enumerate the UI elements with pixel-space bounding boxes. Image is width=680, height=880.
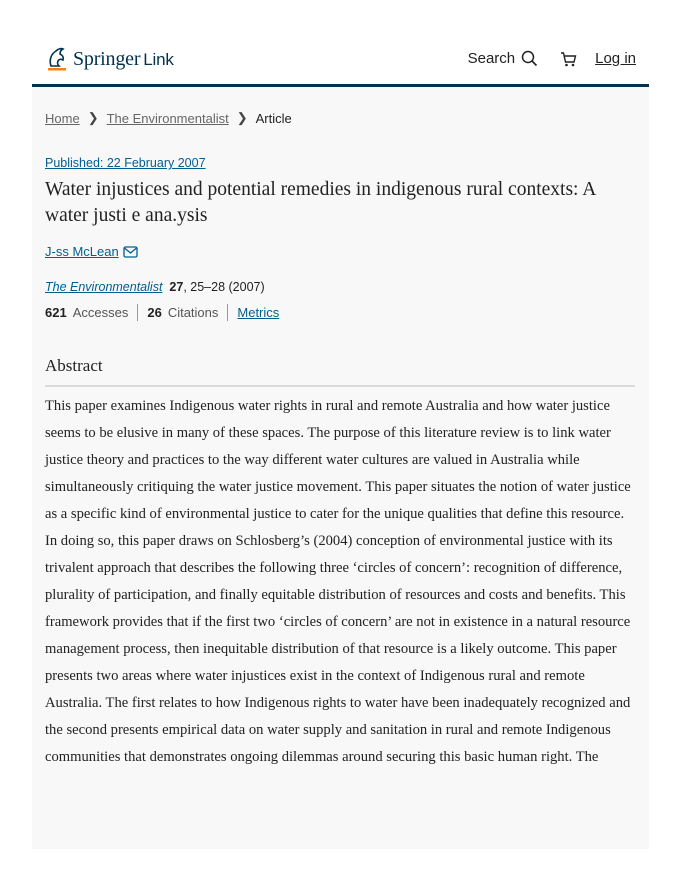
journal-link[interactable]: The Environmentalist	[45, 280, 163, 294]
site-header	[32, 36, 649, 87]
metrics-divider	[227, 304, 228, 321]
abstract-text: This paper examines Indigenous water rights in rural and remote Australia and how water justice seems to be elusive in many of these spaces. The purpose of this literature review is to link water justice theory and practices to the way different water cultures are valued in Australia while simultaneously critiquing the water justice movement. This paper situates the notion of water justice as a specific kind of environmental justice to cater for the unique qualities that define this resource. In doing so, this paper draws on Schlosberg’s (2004) conception of environmental justice with its trivalent approach that describes the following three ‘circles of concern’: recognition of difference, plurality of participation, and finally equitable distribution of resources and costs and benefits. This framework provides that if the first two ‘circles of concern’ are not in existence in a natural resource management process, then inequitable distribution of that resource is a likely outcome. This paper presents two areas where water injustices exist in the context of Indigenous rural and remote Australia. The first relates to how Indigenous rights to water have been inadequately recognized and the second presents empirical data on water supply and sanitation in rural and remote Indigenous communities that demonstrates ongoing dilemmas around securing this basic human right. The	[45, 398, 631, 765]
volume: 27	[169, 280, 184, 294]
chevron-right-icon: ❯	[87, 110, 99, 125]
cart-icon[interactable]	[560, 51, 577, 67]
journal-citation	[45, 280, 265, 294]
header-nav	[468, 50, 636, 67]
springer-horse-icon	[45, 46, 69, 72]
published-date-link[interactable]: Published: 22 February 2007	[45, 156, 206, 170]
breadcrumb	[45, 110, 292, 126]
abstract-heading: Abstract	[45, 356, 635, 387]
springer-link-logo[interactable]	[45, 46, 174, 72]
article-metrics	[45, 304, 279, 321]
logo-suffix: Link	[143, 49, 174, 69]
article-title: Water injustices and potential remedies in indigenous rural contexts: A water justi e ana.ysis	[45, 179, 596, 226]
search-button[interactable]: Search	[467, 50, 516, 67]
search-icon[interactable]	[521, 50, 538, 67]
metrics-link[interactable]: Metrics	[237, 305, 280, 320]
accesses-count: 621	[45, 305, 67, 320]
login-link[interactable]: Log in	[595, 50, 636, 67]
article-content	[32, 87, 649, 849]
author[interactable]	[45, 244, 138, 259]
accesses-label: Accesses	[72, 305, 129, 320]
breadcrumb-journal[interactable]: The Environmentalist	[106, 110, 229, 126]
citations-count: 26	[147, 305, 162, 320]
citations-label: Citations	[167, 305, 219, 320]
logo-text: Springer	[73, 47, 141, 70]
breadcrumb-current: Article	[255, 110, 292, 126]
metrics-divider	[137, 304, 138, 321]
author-name-link[interactable]: J-ss McLean	[45, 244, 119, 259]
chevron-right-icon: ❯	[236, 110, 248, 125]
pages-year: , 25–28 (2007)	[183, 280, 265, 294]
mail-icon[interactable]	[123, 246, 138, 258]
breadcrumb-home[interactable]: Home	[45, 110, 80, 126]
logo-wordmark	[73, 48, 174, 71]
